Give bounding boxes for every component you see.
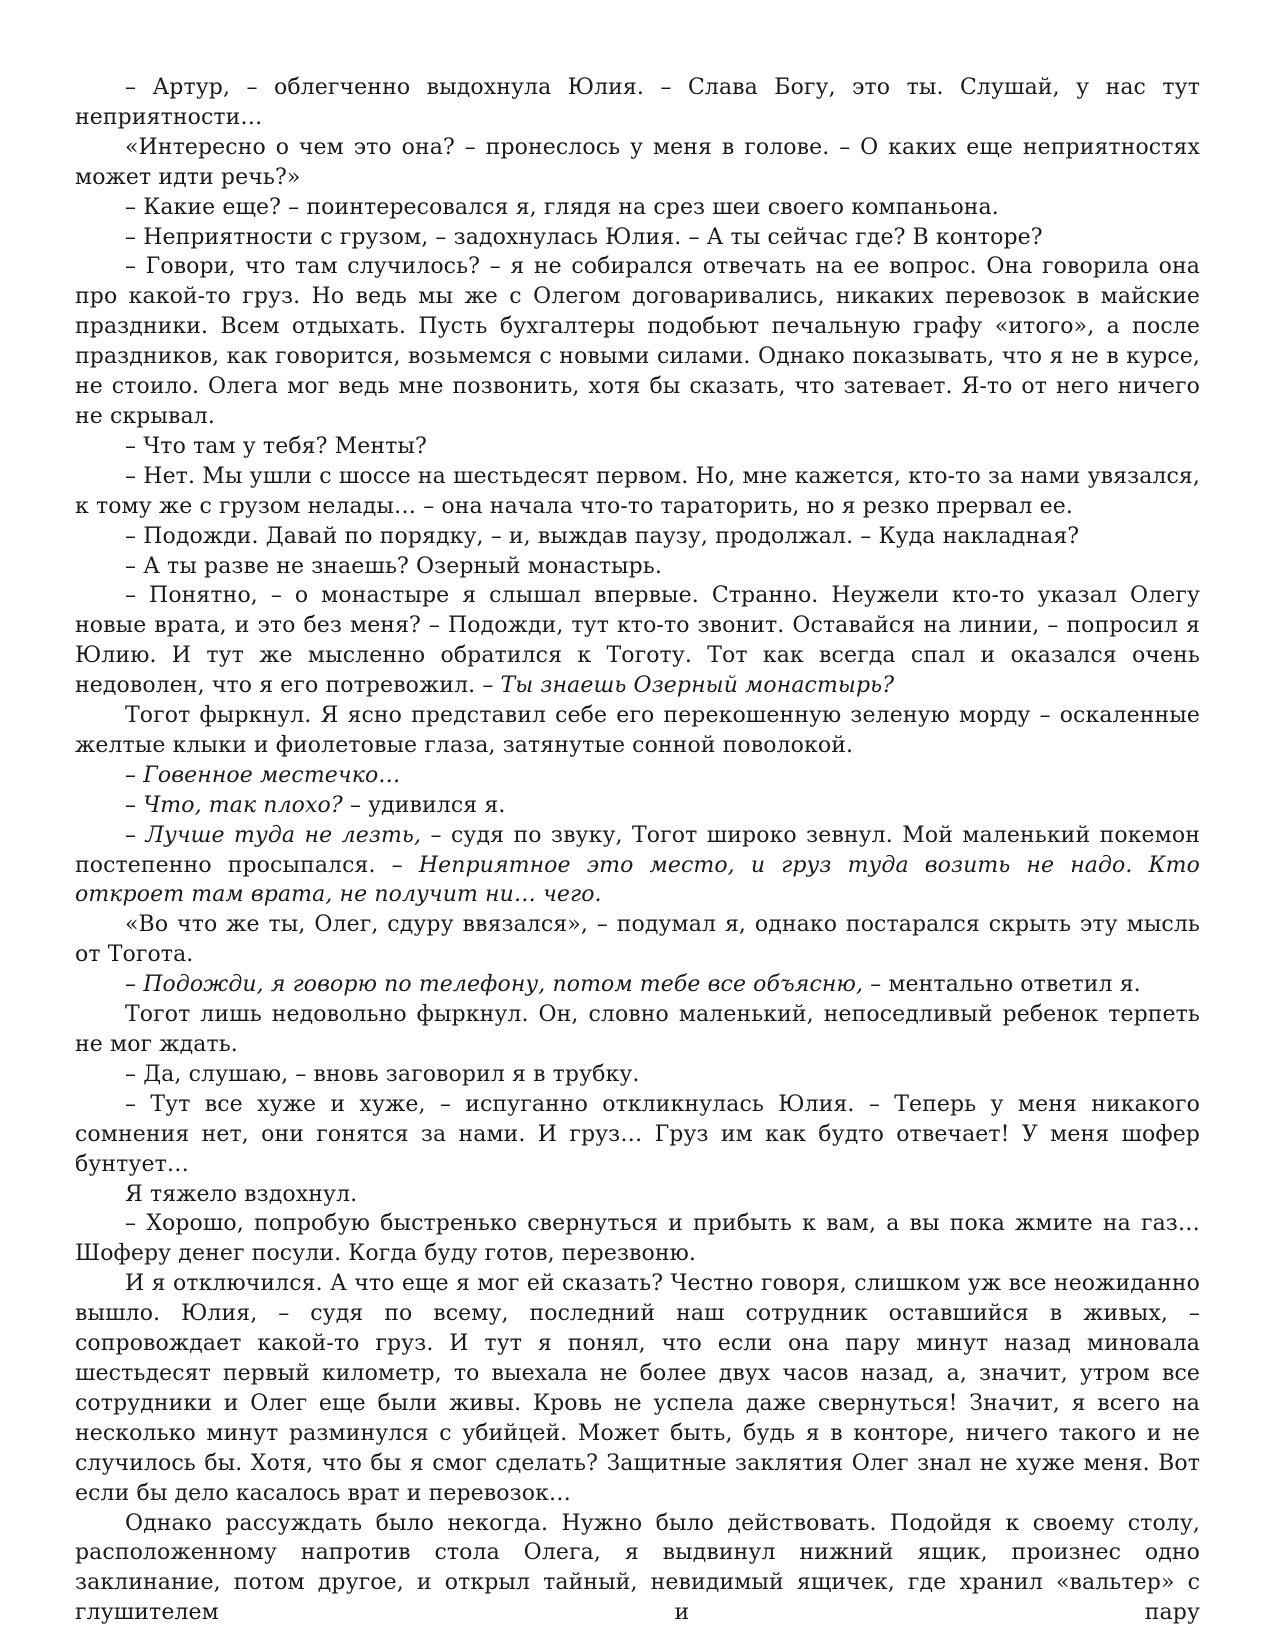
paragraph xyxy=(75,821,1200,911)
text: – Какие еще? – поинтересовался я, глядя на срез шеи своего компаньона. xyxy=(125,194,999,220)
paragraph xyxy=(75,1269,1200,1508)
italic-text: – Подожди, я говорю по телефону, потом тебе все объясню, xyxy=(125,972,864,998)
paragraph xyxy=(75,761,1200,791)
paragraph xyxy=(75,1509,1200,1629)
paragraph xyxy=(75,462,1200,522)
text: – Подожди. Давай по порядку, – и, выждав паузу, продолжал. – Куда накладная? xyxy=(125,523,1080,549)
paragraph xyxy=(75,133,1200,193)
text: Тогот лишь недовольно фыркнул. Он, словно маленький, непоседливый ребенок терпеть не мог ждать. xyxy=(75,1002,1200,1057)
italic-text: Неприятное это место, и груз туда возить не надо. Кто откроет там врата, не получит ни… чего. xyxy=(75,852,1200,908)
text: И я отключился. А что еще я мог ей сказать? Честно говоря, слишком уж все неожиданно вышло. Юлия, – судя по всему, последний наш сотрудник оставшийся в живых, – сопровождает какой-то груз. И тут я понял, что если она пару минут назад миновала шестьдесят первый километр, то выехала не более двух часов назад, а, значит, утром все сотрудники и Олег еще были живы. Кровь не успела даже свернуться! Значит, я всего на несколько минут разминулся с убийцей. Может быть, будь я в конторе, ничего такого и не случилось бы. Хотя, что бы я смог сделать? Защитные заклятия Олег знал не хуже меня. Вот если бы дело касалось врат и перевозок… xyxy=(75,1271,1200,1506)
text: Я тяжело вздохнул. xyxy=(125,1181,358,1207)
italic-text: Ты знаешь Озерный монастырь? xyxy=(500,673,895,699)
paragraph xyxy=(75,1060,1200,1090)
paragraph xyxy=(75,432,1200,462)
text: – удивился я. xyxy=(342,792,506,818)
text: – ментально ответил я. xyxy=(863,972,1141,998)
text: – Тут все хуже и хуже, – испуганно откликнулась Юлия. – Теперь у меня никакого сомнения нет, они гонятся за нами. И груз… Груз им как будто отвечает! У меня шофер бунтует… xyxy=(75,1091,1200,1177)
paragraph xyxy=(75,193,1200,223)
text: «Во что же ты, Олег, сдуру ввязался», – подумал я, однако постарался скрыть эту мысль от Тогота. xyxy=(75,912,1200,968)
paragraph xyxy=(75,791,1200,821)
italic-text: – Говенное местечко… xyxy=(125,762,401,788)
paragraph xyxy=(75,701,1200,761)
text: – Артур, – облегченно выдохнула Юлия. – Слава Богу, это ты. Слушай, у нас тут неприятности… xyxy=(75,75,1200,130)
paragraph xyxy=(75,581,1200,701)
text: – Неприятности с грузом, – задохнулась Юлия. – А ты сейчас где? В конторе? xyxy=(125,224,1043,250)
paragraph xyxy=(75,1209,1200,1269)
text: «Интересно о чем это она? – пронеслось у меня в голове. – О каких еще неприятностях может идти речь?» xyxy=(75,134,1200,190)
italic-text: – Что, так плохо? xyxy=(125,792,343,818)
text: Однако рассуждать было некогда. Нужно было действовать. Подойдя к своему столу, расположенному напротив стола Олега, я выдвинул нижний ящик, произнес одно заклинание, потом другое, и открыл тайный, невидимый ящичек, где хранил «вальтер» с глушителем и пару xyxy=(75,1510,1200,1626)
paragraph xyxy=(75,1000,1200,1060)
paragraph xyxy=(75,1090,1200,1180)
text: – Нет. Мы ушли с шоссе на шестьдесят первом. Но, мне кажется, кто-то за нами увязался, к тому же с грузом нелады… – она начала что-то тараторить, но я резко прервал ее. xyxy=(75,463,1200,519)
text: – Хорошо, попробую быстренько свернуться и прибыть к вам, а вы пока жмите на газ… Шоферу денег посули. Когда буду готов, перезвоню. xyxy=(75,1211,1200,1267)
paragraph xyxy=(75,552,1200,582)
italic-text: – Лучше туда не лезть, xyxy=(125,822,422,848)
paragraph xyxy=(75,252,1200,431)
paragraph xyxy=(75,1180,1200,1210)
text: – Да, слушаю, – вновь заговорил я в трубку. xyxy=(125,1061,640,1087)
text: – Что там у тебя? Менты? xyxy=(125,433,427,459)
document-body xyxy=(75,73,1200,1628)
text: – А ты разве не знаешь? Озерный монастырь. xyxy=(125,553,662,579)
text: – судя по звуку, Тогот широко зевнул. Мой маленький покемон постепенно просыпался. – xyxy=(75,822,1200,878)
text: – Понятно, – о монастыре я слышал впервые. Странно. Неужели кто-то указал Олегу новые врата, и это без меня? – Подожди, тут кто-то звонит. Оставайся на линии, – попросил я Юлию. И тут же мысленно обратился к Тоготу. Тот как всегда спал и оказался очень недоволен, что я его потревожил. – xyxy=(75,583,1200,699)
paragraph xyxy=(75,970,1200,1000)
paragraph xyxy=(75,223,1200,253)
paragraph xyxy=(75,910,1200,970)
paragraph xyxy=(75,522,1200,552)
paragraph xyxy=(75,73,1200,133)
text: Тогот фыркнул. Я ясно представил себе его перекошенную зеленую морду – оскаленные желтые клыки и фиолетовые глаза, затянутые сонной поволокой. xyxy=(75,703,1200,758)
text: – Говори, что там случилось? – я не собирался отвечать на ее вопрос. Она говорила она про какой-то груз. Но ведь мы же с Олегом договаривались, никаких перевозок в майские праздники. Всем отдыхать. Пусть бухгалтеры подобьют печальную графу «итого», а после праздников, как говорится, возьмемся с новыми силами. Однако показывать, что я не в курсе, не стоило. Олега мог ведь мне позвонить, хотя бы сказать, что затевает. Я-то от него ничего не скрывал. xyxy=(75,254,1200,429)
